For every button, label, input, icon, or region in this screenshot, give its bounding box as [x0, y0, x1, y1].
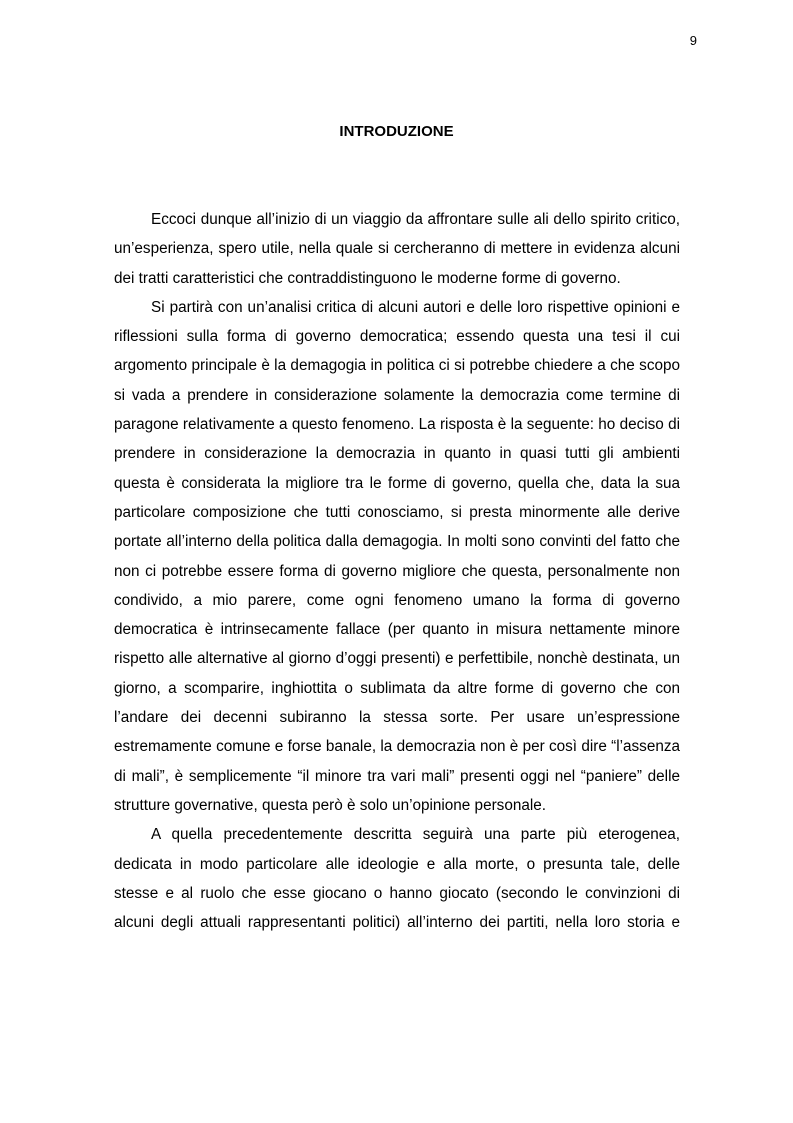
paragraph-1: Eccoci dunque all’inizio di un viaggio da affrontare sulle ali dello spirito critico, un’esperienza, spero utile, nella quale si cercheranno di mettere in evidenza alcuni dei tratti caratteristici che contraddistinguono le moderne forme di governo. [114, 211, 680, 287]
paragraph-2: Si partirà con un’analisi critica di alcuni autori e delle loro rispettive opinioni e riflessioni sulla forma di governo democratica; essendo questa una tesi il cui argomento principale è la demagogia in politica ci si potrebbe chiedere a che scopo si vada a prendere in considerazione solamente la democrazia come termine di paragone relativamente a questo fenomeno. La risposta è la seguente: ho deciso di prendere in considerazione la democrazia in quanto in quasi tutti gli ambienti questa è considerata la migliore tra le forme di governo, quella che, data la sua particolare composizione che tutti conosciamo, si presta minormente alle derive portate all’interno della politica dalla demagogia. In molti sono convinti del fatto che non ci potrebbe essere forma di governo migliore che questa, personalmente non condivido, a mio parere, come ogni fenomeno umano la forma di governo democratica è intrinsecamente fallace (per quanto in misura nettamente minore rispetto alle alternative al giorno d’oggi presenti) e perfettibile, nonchè destinata, un giorno, a scomparire, inghiottita o sublimata da altre forme di governo che con l’andare dei decenni subiranno la stessa sorte. Per usare un’espressione estremamente comune e forse banale, la democrazia non è per così dire “l’assenza di mali”, è semplicemente “il minore tra vari mali” presenti oggi nel “paniere” delle strutture governative, questa però è solo un’opinione personale. [114, 298, 680, 814]
page-number: 9 [689, 33, 697, 48]
paragraph-3: A quella precedentemente descritta seguirà una parte più eterogenea, dedicata in modo particolare alle ideologie e alla morte, o presunta tale, delle stesse e al ruolo che esse giocano o hanno giocato (secondo le convinzioni di alcuni degli attuali rappresentanti politici) all’interno dei partiti, nella loro storia e [114, 826, 680, 932]
chapter-title: INTRODUZIONE [339, 123, 454, 140]
body-text [114, 205, 680, 937]
